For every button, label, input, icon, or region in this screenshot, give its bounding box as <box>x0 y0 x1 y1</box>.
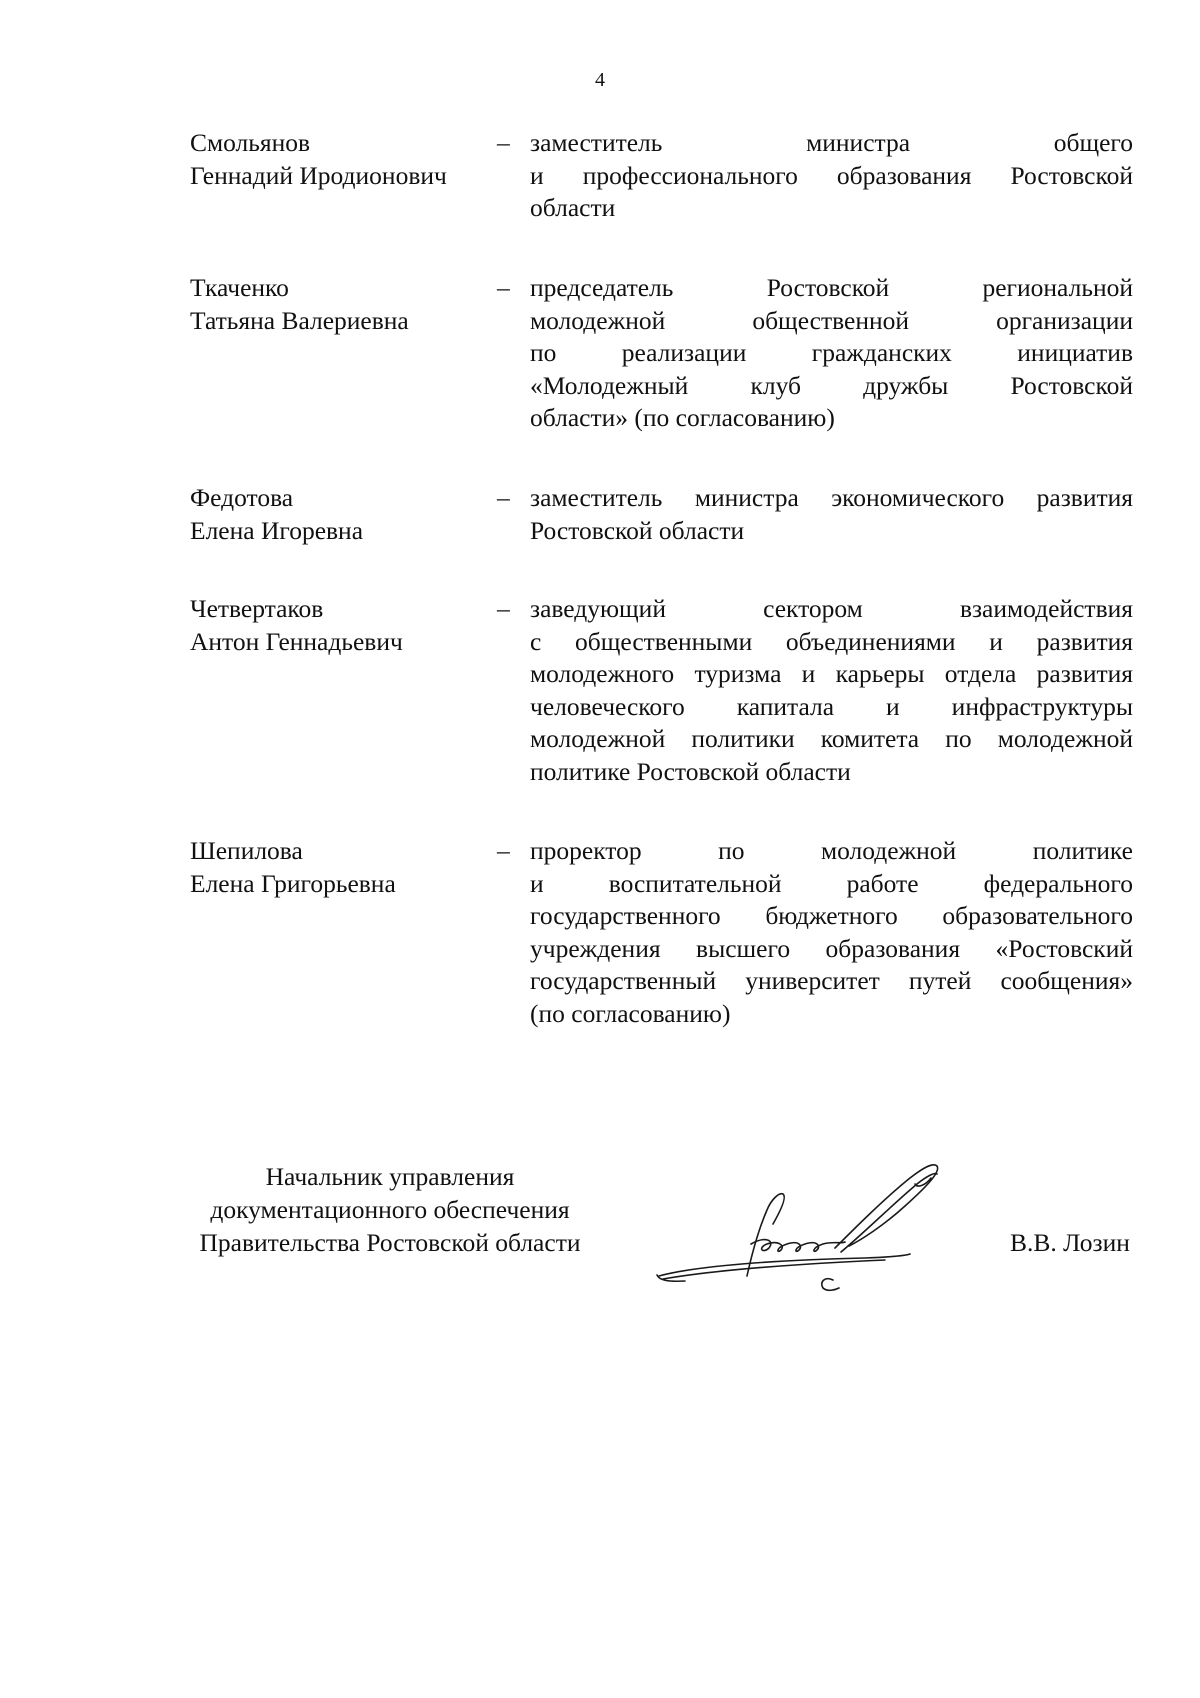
position-line: государственного бюджетного образовательного <box>530 901 1133 930</box>
position-line: по реализации гражданских инициатив <box>530 338 1133 367</box>
position-line: председатель Ростовской региональной <box>530 273 1133 302</box>
list-item <box>0 127 1200 222</box>
position-line: с общественными объединениями и развития <box>530 626 1133 656</box>
position-line: и профессионального образования Ростовской <box>530 160 1133 190</box>
separator-dash: – <box>497 483 510 512</box>
signatory-title-line: Правительства Ростовской области <box>199 1228 581 1257</box>
member-surname: Смольянов <box>190 128 311 157</box>
member-given-name: Елена Игоревна <box>190 515 364 545</box>
position-line: молодежной общественной организации <box>530 305 1133 335</box>
position-line: заместитель министра общего <box>530 128 1133 157</box>
member-given-name: Антон Геннадьевич <box>190 626 403 656</box>
position-line: государственный университет путей сообщения» <box>530 966 1133 995</box>
list-item <box>0 272 1200 432</box>
list-item <box>0 835 1200 1028</box>
member-name <box>190 127 490 192</box>
position-line: заместитель министра экономического развития <box>530 483 1133 512</box>
position-line: «Молодежный клуб дружбы Ростовской <box>530 370 1133 400</box>
signatory-title-line: Начальник управления <box>265 1162 515 1191</box>
position-line: (по согласованию) <box>530 998 731 1028</box>
member-given-name: Геннадий Иродионович <box>190 160 447 190</box>
member-surname: Федотова <box>190 483 294 512</box>
position-line: области» (по согласованию) <box>530 403 835 432</box>
member-position <box>530 835 1133 1030</box>
member-surname: Ткаченко <box>190 273 289 302</box>
member-given-name: Татьяна Валериевна <box>190 305 409 335</box>
handwritten-signature <box>655 1148 985 1298</box>
signatory-title <box>160 1160 620 1259</box>
separator-dash: – <box>497 128 510 157</box>
position-line: учреждения высшего образования «Ростовский <box>530 933 1133 963</box>
position-line: проректор по молодежной политике <box>530 836 1133 865</box>
member-name <box>190 593 490 658</box>
position-line: человеческого капитала и инфраструктуры <box>530 691 1133 721</box>
member-surname: Четвертаков <box>190 594 324 623</box>
member-given-name: Елена Григорьевна <box>190 868 396 898</box>
separator-dash: – <box>497 273 510 302</box>
member-position <box>530 127 1133 225</box>
position-line: политике Ростовской области <box>530 756 851 786</box>
list-item <box>0 482 1200 545</box>
position-line: и воспитательной работе федерального <box>530 868 1133 898</box>
member-surname: Шепилова <box>190 836 303 865</box>
position-line: Ростовской области <box>530 515 745 545</box>
signatory-title-line: документационного обеспечения <box>210 1195 570 1224</box>
position-line: области <box>530 193 616 222</box>
position-line: заведующий сектором взаимодействия <box>530 594 1133 623</box>
member-name <box>190 272 490 337</box>
position-line: молодежного туризма и карьеры отдела развития <box>530 659 1133 688</box>
position-line: молодежной политики комитета по молодежной <box>530 724 1133 753</box>
separator-dash: – <box>497 836 510 865</box>
separator-dash: – <box>497 594 510 623</box>
list-item <box>0 593 1200 786</box>
member-name <box>190 482 490 547</box>
member-position <box>530 482 1133 547</box>
signatory-name: В.В. Лозин <box>1010 1228 1130 1257</box>
member-name <box>190 835 490 900</box>
member-position <box>530 593 1133 788</box>
member-position <box>530 272 1133 435</box>
page-number: 4 <box>595 69 605 91</box>
